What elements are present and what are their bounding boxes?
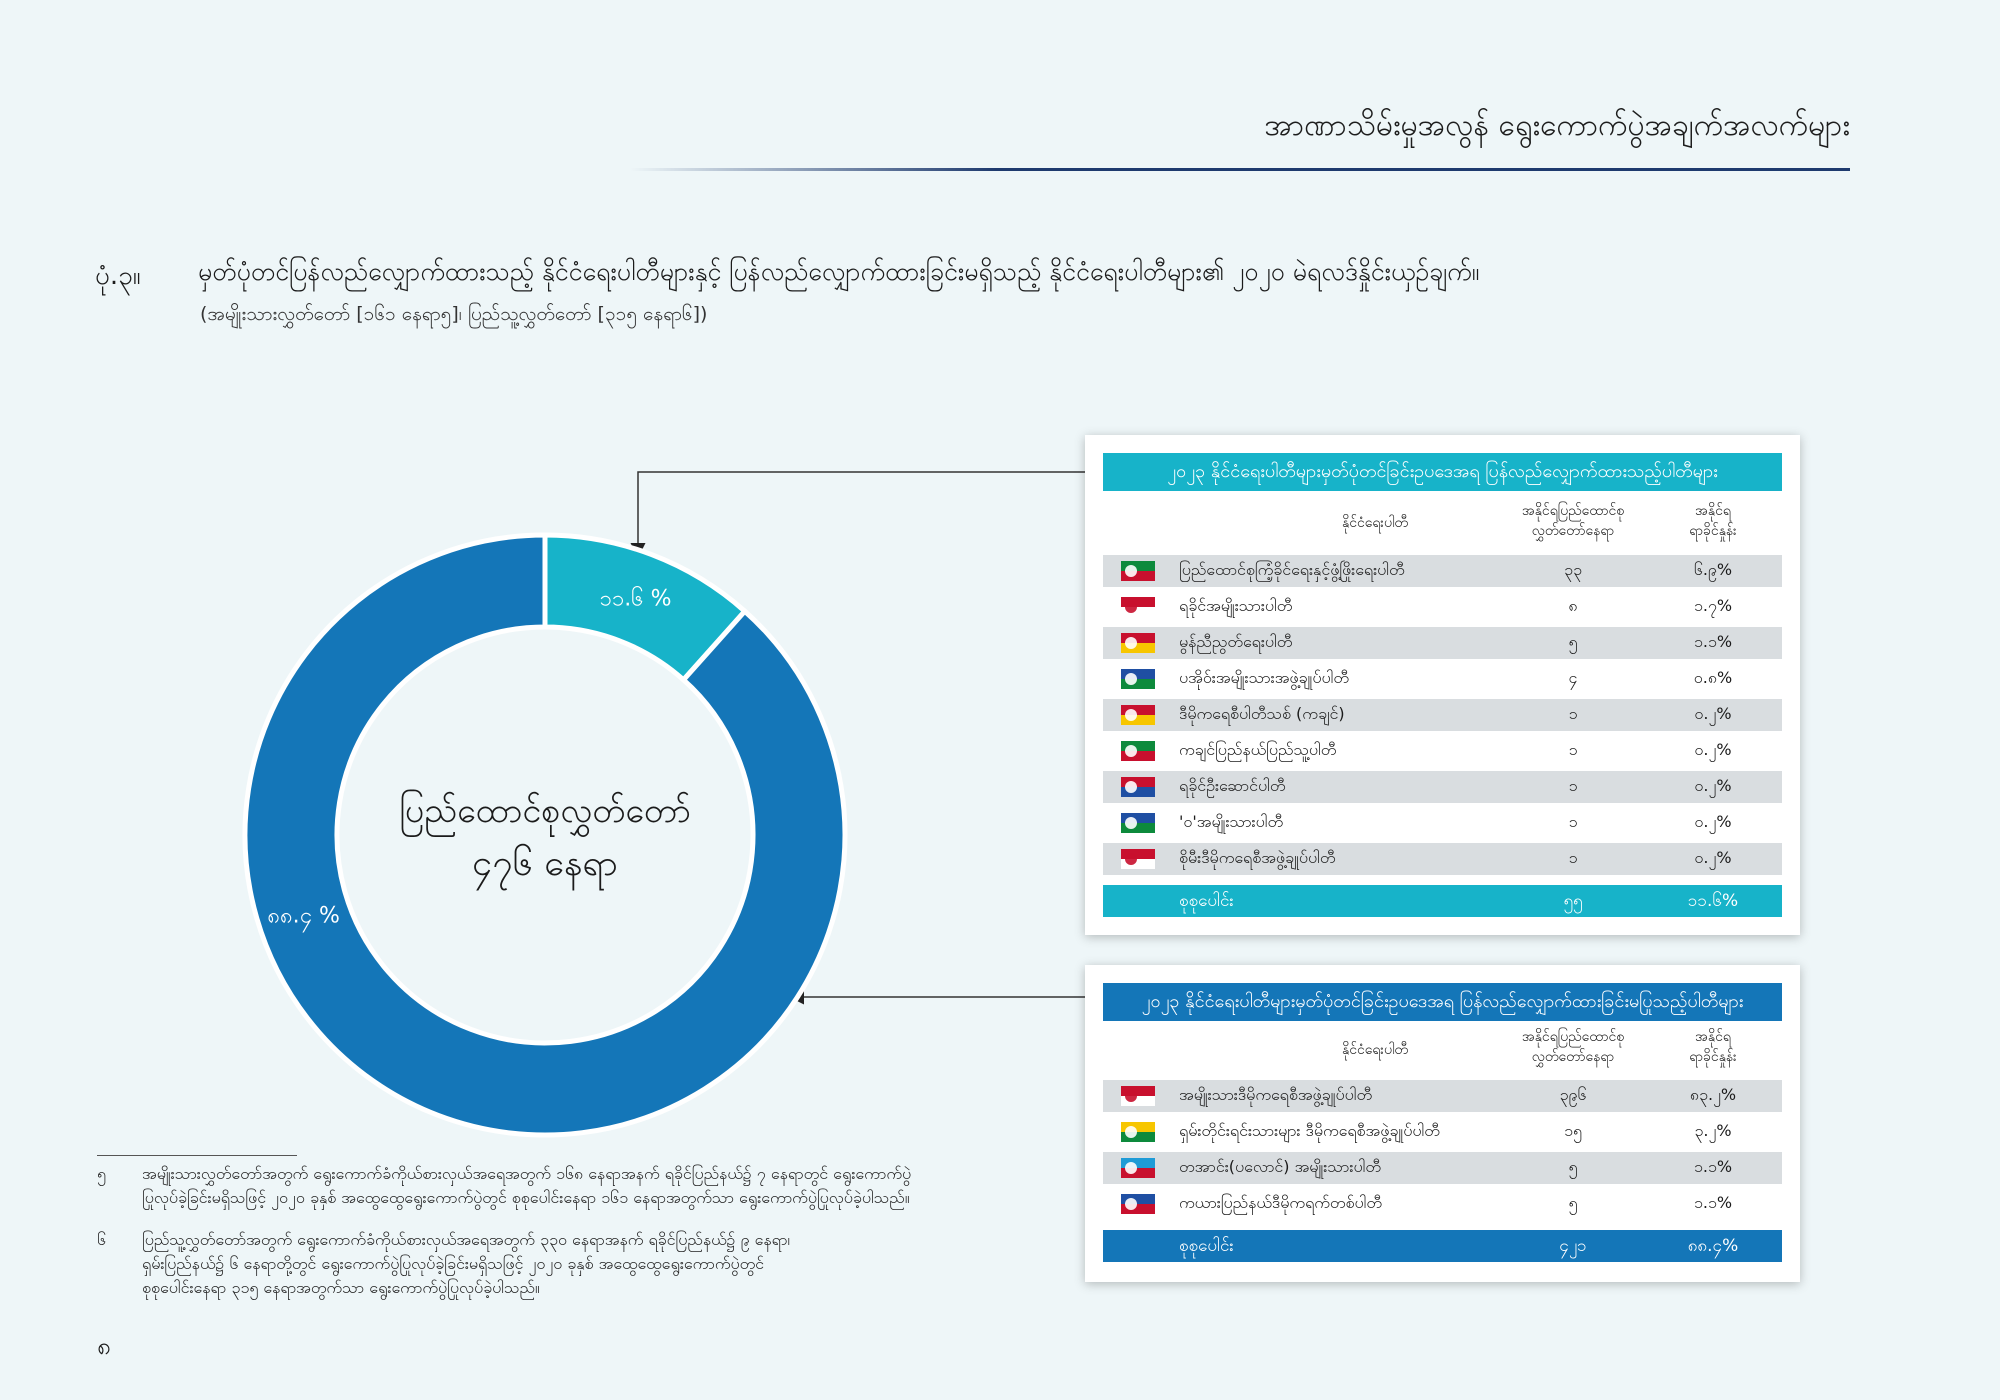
table-row bbox=[1103, 1116, 1782, 1148]
table-reapplied-parties bbox=[1085, 435, 1800, 935]
seat-count: ၁ bbox=[1568, 848, 1578, 867]
mup-flag-icon bbox=[1121, 633, 1155, 653]
total-label: စုစုပေါင်း bbox=[1179, 891, 1234, 911]
center-label-line2: ၄၇၆ နေရာ bbox=[472, 843, 618, 884]
table-row bbox=[1103, 627, 1782, 659]
seat-count: ၃၉၆ bbox=[1559, 1085, 1587, 1104]
seat-count: ၁ bbox=[1568, 812, 1578, 831]
center-label-line1: ပြည်ထောင်စုလွှတ်တော် bbox=[399, 791, 691, 831]
table-not-reapplied-title: ၂၀၂၃ နိုင်ငံရေးပါတီများမှတ်ပုံတင်ခြင်းဥပဒေအရ ပြန်လည်လျှောက်ထားခြင်းမပြုသည့်ပါတီများ bbox=[1103, 983, 1782, 1021]
party-name: ရခိုင်အမျိုးသားပါတီ bbox=[1179, 596, 1293, 615]
figure-subtitle: (အမျိုးသားလွှတ်တော် [၁၆၁ နေရာ၅]၊ ပြည်သူ့လွှတ်တော် [၃၁၅ နေရာ၆]) bbox=[200, 303, 708, 325]
seat-count: ၅ bbox=[1568, 632, 1578, 651]
arakan-front-flag-icon bbox=[1121, 777, 1155, 797]
seat-count: ၃၃ bbox=[1564, 560, 1582, 579]
donut-slice-label-1: ၈၈.၄ % bbox=[267, 903, 340, 929]
total-percent: ၁၁.၆% bbox=[1687, 891, 1739, 911]
party-name: ရခိုင်ဦးဆောင်ပါတီ bbox=[1179, 776, 1286, 795]
seat-percent: ၁.၁% bbox=[1693, 1157, 1733, 1176]
seat-percent: ၀.၂% bbox=[1694, 704, 1732, 723]
table-total-row bbox=[1103, 885, 1782, 917]
footnote-6: ၆ ပြည်သူ့လွှတ်တော်အတွက် ရွေးကောက်ခံကိုယ်စားလှယ်အရေအတွက် ၃၃၀ နေရာအနက် ရခိုင်ပြည်နယ်၌ ၉ နေရာ၊ ရှမ်းပြည်နယ်၌ ၆ နေရာတို့တွင် ရွေးကောက်ပွဲပြုလုပ်ခဲ့ခြင်းမရှိသဖြင့် ၂၀၂၀ ခုနှစ် အထွေထွေရွေးကောက်ပွဲတွင် စုစုပေါင်းနေရာ ၃၁၅ နေရာအတွက်သာ ရွေးကောက်ပွဲပြုလုပ်ခဲ့ပါသည်။ bbox=[97, 1230, 790, 1297]
table-row bbox=[1103, 771, 1782, 803]
table-not-reapplied-parties bbox=[1085, 965, 1800, 1282]
seat-count: ၅ bbox=[1568, 1157, 1578, 1176]
col-header-percent: အနိုင်ရ ရာခိုင်နှုန်း bbox=[1689, 1029, 1737, 1065]
table-row bbox=[1103, 1188, 1782, 1220]
col-header-party: နိုင်ငံရေးပါတီ bbox=[1342, 515, 1408, 531]
col-header-percent: အနိုင်ရ ရာခိုင်နှုန်း bbox=[1689, 503, 1737, 539]
donut-slice-label-0: ၁၁.၆ % bbox=[599, 586, 672, 612]
dpnk-flag-icon bbox=[1121, 705, 1155, 725]
kydp-flag-icon bbox=[1121, 1194, 1155, 1214]
kspp-flag-icon bbox=[1121, 741, 1155, 761]
table-row bbox=[1103, 1152, 1782, 1184]
table-row bbox=[1103, 699, 1782, 731]
seat-count: ၁ bbox=[1568, 704, 1578, 723]
seat-count: ၅ bbox=[1568, 1193, 1578, 1212]
party-name: တအာင်း(ပလောင်) အမျိုးသားပါတီ bbox=[1179, 1157, 1381, 1176]
seat-percent: ၆.၉% bbox=[1693, 560, 1733, 579]
donut-slice-1 bbox=[245, 535, 845, 1135]
total-percent: ၈၈.၄% bbox=[1687, 1236, 1739, 1256]
party-name: မွန်ညီညွတ်ရေးပါတီ bbox=[1179, 632, 1293, 651]
seat-count: ၈ bbox=[1568, 596, 1578, 615]
party-name: စိုမီးဒီမိုကရေစီအဖွဲ့ချုပ်ပါတီ bbox=[1179, 848, 1336, 867]
snld-flag-icon bbox=[1121, 1122, 1155, 1142]
seat-percent: ၀.၂% bbox=[1694, 812, 1732, 831]
seat-percent: ၀.၂% bbox=[1694, 848, 1732, 867]
nld-flag-icon bbox=[1121, 1086, 1155, 1106]
seat-count: ၄ bbox=[1568, 668, 1578, 687]
table-row bbox=[1103, 807, 1782, 839]
col-header-party: နိုင်ငံရေးပါတီ bbox=[1342, 1042, 1408, 1058]
party-name: အမျိုးသားဒီမိုကရေစီအဖွဲ့ချုပ်ပါတီ bbox=[1179, 1085, 1373, 1104]
party-name: ကယားပြည်နယ်ဒီမိုကရက်တစ်ပါတီ bbox=[1179, 1193, 1382, 1212]
seat-percent: ၁.၁% bbox=[1693, 632, 1733, 651]
seat-percent: ၁.၁% bbox=[1693, 1193, 1733, 1212]
figure-title: မှတ်ပုံတင်ပြန်လည်လျှောက်ထားသည့် နိုင်ငံရေးပါတီများနှင့် ပြန်လည်လျှောက်ထားခြင်းမရှိသည့် နိုင်ငံရေးပါတီများ၏ ၂၀၂၀ မဲရလဒ်နှိုင်းယှဉ်ချက်။ bbox=[198, 257, 1480, 286]
seat-percent: ၀.၈% bbox=[1693, 668, 1733, 687]
table-row bbox=[1103, 735, 1782, 767]
table-reapplied-title: ၂၀၂၃ နိုင်ငံရေးပါတီများမှတ်ပုံတင်ခြင်းဥပဒေအရ ပြန်လည်လျှောက်ထားသည့်ပါတီများ bbox=[1103, 453, 1782, 491]
seat-percent: ၀.၂% bbox=[1694, 776, 1732, 795]
total-label: စုစုပေါင်း bbox=[1179, 1236, 1234, 1256]
table-row bbox=[1103, 1080, 1782, 1112]
party-name: ဒီမိုကရေစီပါတီသစ် (ကချင်) bbox=[1179, 704, 1345, 723]
total-seats: ၅၅ bbox=[1563, 891, 1583, 911]
seat-percent: ၀.၂% bbox=[1694, 740, 1732, 759]
header-title: အာဏာသိမ်းမှုအလွန် ရွေးကောက်ပွဲအချက်အလက်များ bbox=[1264, 108, 1850, 143]
party-name: ရှမ်းတိုင်းရင်းသားများ ဒီမိုကရေစီအဖွဲ့ချုပ်ပါတီ bbox=[1179, 1121, 1440, 1140]
donut-chart bbox=[240, 530, 850, 1140]
total-seats: ၄၂၁ bbox=[1559, 1236, 1587, 1256]
seat-percent: ၁.၇% bbox=[1693, 596, 1733, 615]
seat-count: ၁ bbox=[1568, 740, 1578, 759]
seat-percent: ၈၃.၂% bbox=[1689, 1085, 1737, 1104]
table-total-row bbox=[1103, 1230, 1782, 1262]
col-header-seats: အနိုင်ရပြည်ထောင်စု လွှတ်တော်နေရာ bbox=[1521, 503, 1625, 539]
pno-flag-icon bbox=[1121, 669, 1155, 689]
table-row bbox=[1103, 555, 1782, 587]
wa-flag-icon bbox=[1121, 813, 1155, 833]
figure-label: ပုံ.၃။ bbox=[95, 261, 141, 291]
usdp-flag-icon bbox=[1121, 561, 1155, 581]
table-row bbox=[1103, 591, 1782, 623]
table-row bbox=[1103, 663, 1782, 695]
table-row bbox=[1103, 843, 1782, 875]
col-header-seats: အနိုင်ရပြည်ထောင်စု လွှတ်တော်နေရာ bbox=[1521, 1029, 1625, 1065]
party-name: ပအိုဝ်းအမျိုးသားအဖွဲ့ချုပ်ပါတီ bbox=[1179, 668, 1349, 687]
footnote-5: ၅ အမျိုးသားလွှတ်တော်အတွက် ရွေးကောက်ခံကိုယ်စားလှယ်အရေအတွက် ၁၆၈ နေရာအနက် ရခိုင်ပြည်နယ်၌ ၇ နေရာတွင် ရွေးကောက်ပွဲ ပြုလုပ်ခဲ့ခြင်းမရှိသဖြင့် ၂၀၂၀ ခုနှစ် အထွေထွေရွေးကောက်ပွဲတွင် စုစုပေါင်းနေရာ ၁၆၁ နေရာအတွက်သာ ရွေးကောက်ပွဲပြုလုပ်ခဲ့ပါသည်။ bbox=[97, 1164, 912, 1207]
anp-flag-icon bbox=[1121, 597, 1155, 617]
seat-percent: ၃.၂% bbox=[1694, 1121, 1732, 1140]
party-name: ပြည်ထောင်စုကြံ့ခိုင်ရေးနှင့်ဖွံ့ဖြိုးရေးပါတီ bbox=[1179, 560, 1405, 579]
tnp-flag-icon bbox=[1121, 1158, 1155, 1178]
page-number: ၈ bbox=[97, 1332, 111, 1360]
seat-count: ၁၅ bbox=[1564, 1121, 1582, 1140]
header-divider bbox=[630, 168, 1850, 171]
seat-count: ၁ bbox=[1568, 776, 1578, 795]
footnote-divider bbox=[97, 1155, 297, 1156]
party-name: ကချင်ပြည်နယ်ပြည်သူ့ပါတီ bbox=[1179, 740, 1337, 759]
party-name: 'ဝ'အမျိုးသားပါတီ bbox=[1179, 812, 1284, 831]
zomi-flag-icon bbox=[1121, 849, 1155, 869]
